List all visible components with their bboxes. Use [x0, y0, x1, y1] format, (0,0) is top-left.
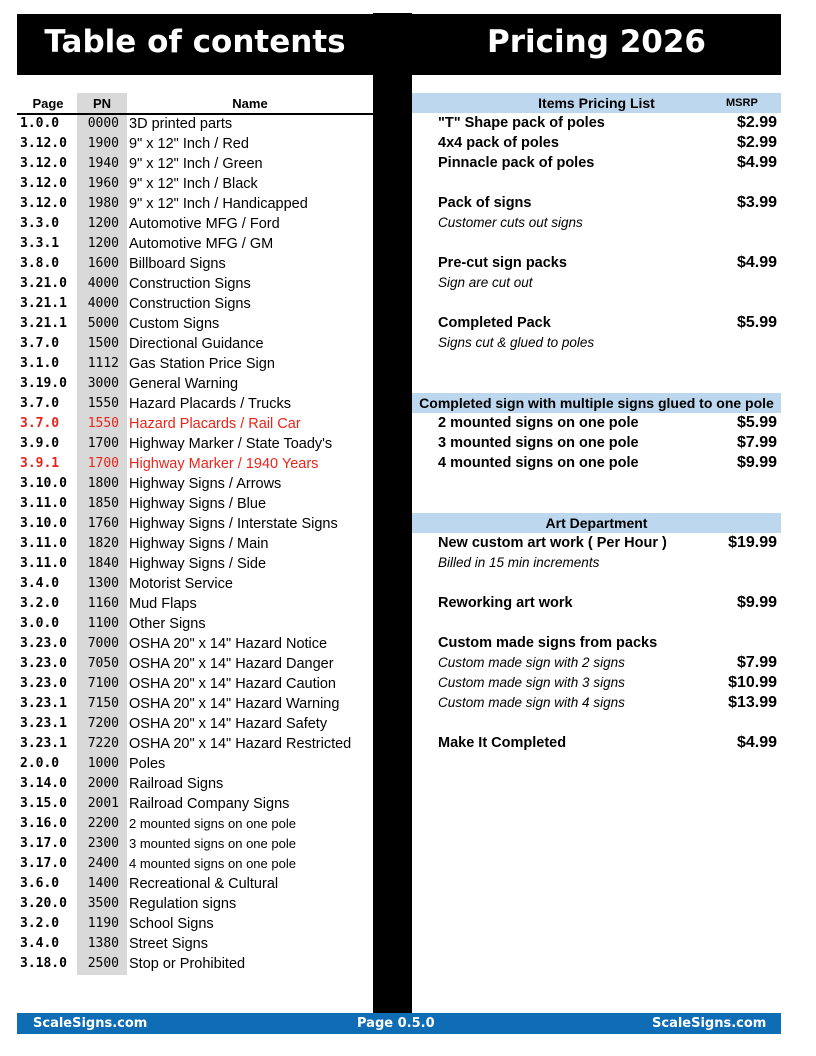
toc-page-number: 3.9.0 — [20, 436, 60, 451]
toc-item-name: Highway Marker / State Toady's — [129, 436, 333, 452]
toc-row[interactable] — [17, 374, 373, 394]
toc-row[interactable] — [17, 254, 373, 274]
toc-page-number: 3.23.1 — [20, 736, 67, 751]
toc-part-number: 7050 — [87, 656, 119, 671]
toc-page-number: 3.10.0 — [20, 516, 67, 531]
center-divider — [373, 13, 412, 1013]
price-row — [412, 153, 781, 173]
price-row — [412, 253, 781, 273]
toc-page-number: 3.7.0 — [20, 416, 60, 431]
toc-page-number: 3.15.0 — [20, 796, 67, 811]
price-value: $7.99 — [736, 434, 777, 451]
toc-row[interactable] — [17, 194, 373, 214]
toc-part-number: 1700 — [87, 456, 119, 471]
price-item-name: Pinnacle pack of poles — [438, 155, 595, 171]
toc-row[interactable] — [17, 754, 373, 774]
toc-item-name: Billboard Signs — [129, 256, 226, 272]
toc-item-name: OSHA 20" x 14" Hazard Notice — [129, 636, 328, 652]
price-item-note: Sign are cut out — [438, 275, 533, 290]
toc-item-name: Automotive MFG / GM — [129, 236, 274, 252]
toc-row[interactable] — [17, 894, 373, 914]
toc-row[interactable] — [17, 614, 373, 634]
toc-part-number: 1380 — [87, 936, 119, 951]
price-item-name: Completed Pack — [438, 315, 551, 331]
price-value: $2.99 — [736, 114, 777, 131]
price-value: $9.99 — [736, 594, 777, 611]
toc-row[interactable] — [17, 494, 373, 514]
msrp-label: MSRP — [726, 97, 758, 109]
toc-item-name: Other Signs — [129, 616, 206, 632]
toc-row[interactable] — [17, 874, 373, 894]
toc-item-name: Custom Signs — [129, 316, 220, 332]
toc-item-name: Highway Signs / Interstate Signs — [129, 516, 338, 532]
toc-page-number: 3.20.0 — [20, 896, 67, 911]
toc-item-name: Hazard Placards / Trucks — [129, 396, 291, 412]
toc-item-name: Railroad Signs — [129, 776, 224, 792]
toc-header-name: Name — [232, 96, 268, 111]
price-row — [412, 333, 781, 353]
toc-row[interactable] — [17, 114, 373, 134]
price-value: $5.99 — [736, 314, 777, 331]
price-row — [412, 133, 781, 153]
toc-part-number: 1000 — [87, 756, 119, 771]
toc-part-number: 3000 — [87, 376, 119, 391]
toc-part-number: 1940 — [87, 156, 119, 171]
toc-row[interactable] — [17, 854, 373, 874]
toc-item-name: Motorist Service — [129, 576, 233, 592]
toc-row[interactable] — [17, 134, 373, 154]
toc-part-number: 1600 — [87, 256, 119, 271]
price-row — [412, 653, 781, 673]
toc-item-name: 9" x 12" Inch / Handicapped — [129, 196, 308, 212]
toc-part-number: 2300 — [87, 836, 119, 851]
price-value: $10.99 — [728, 674, 777, 691]
toc-page-number: 3.4.0 — [20, 576, 60, 591]
price-item-name: Pre-cut sign packs — [438, 255, 567, 271]
toc-row[interactable] — [17, 594, 373, 614]
toc-part-number: 4000 — [87, 296, 119, 311]
toc-page-number: 3.21.1 — [20, 296, 67, 311]
toc-page-number: 3.21.0 — [20, 276, 67, 291]
price-item-name: Custom made signs from packs — [438, 635, 658, 651]
toc-item-name: Gas Station Price Sign — [129, 356, 275, 372]
toc-page-number: 3.1.0 — [20, 356, 60, 371]
toc-part-number: 1160 — [87, 596, 119, 611]
price-item-note: Custom made sign with 3 signs — [438, 675, 625, 690]
toc-page-number: 1.0.0 — [20, 116, 60, 131]
price-item-name: 4x4 pack of poles — [438, 135, 559, 151]
toc-row[interactable] — [17, 934, 373, 954]
toc-part-number: 7000 — [87, 636, 119, 651]
toc-part-number: 1500 — [87, 336, 119, 351]
price-value: $4.99 — [736, 734, 777, 751]
toc-item-name: OSHA 20" x 14" Hazard Danger — [129, 656, 334, 672]
toc-row[interactable] — [17, 434, 373, 454]
price-item-note: Custom made sign with 4 signs — [438, 695, 625, 710]
price-row — [412, 433, 781, 453]
toc-item-name: 3 mounted signs on one pole — [129, 836, 296, 851]
toc-part-number: 1100 — [87, 616, 119, 631]
pricing-title: Pricing 2026 — [487, 24, 706, 60]
price-item-name: 4 mounted signs on one pole — [438, 455, 639, 471]
price-value: $19.99 — [728, 534, 777, 551]
toc-row[interactable] — [17, 654, 373, 674]
price-row — [412, 413, 781, 433]
toc-part-number: 1112 — [87, 356, 119, 371]
price-item-note: Customer cuts out signs — [438, 215, 583, 230]
toc-header-page: Page — [32, 96, 64, 111]
toc-part-number: 1840 — [87, 556, 119, 571]
toc-part-number: 1960 — [87, 176, 119, 191]
price-row — [412, 693, 781, 713]
toc-page-number: 3.21.1 — [20, 316, 67, 331]
toc-item-name: Highway Signs / Blue — [129, 496, 267, 512]
toc-page-number: 3.11.0 — [20, 556, 67, 571]
price-row — [412, 553, 781, 573]
toc-page-number: 3.3.1 — [20, 236, 60, 251]
price-row — [412, 113, 781, 133]
toc-part-number: 1550 — [87, 396, 119, 411]
toc-item-name: Railroad Company Signs — [129, 796, 290, 812]
price-row — [412, 193, 781, 213]
toc-item-name: School Signs — [129, 916, 214, 932]
toc-part-number: 1550 — [87, 416, 119, 431]
toc-page-number: 3.19.0 — [20, 376, 67, 391]
toc-part-number: 7150 — [87, 696, 119, 711]
toc-row[interactable] — [17, 674, 373, 694]
price-value: $9.99 — [736, 454, 777, 471]
toc-page-number: 3.23.1 — [20, 696, 67, 711]
toc-row[interactable] — [17, 914, 373, 934]
toc-item-name: Hazard Placards / Rail Car — [129, 416, 301, 432]
section-title: Art Department — [545, 515, 648, 531]
price-row — [412, 213, 781, 233]
toc-item-name: 9" x 12" Inch / Red — [129, 136, 249, 152]
price-item-name: 3 mounted signs on one pole — [438, 435, 639, 451]
toc-page-number: 3.23.1 — [20, 716, 67, 731]
toc-page-number: 3.7.0 — [20, 396, 60, 411]
price-item-name: 2 mounted signs on one pole — [438, 415, 639, 431]
toc-item-name: Stop or Prohibited — [129, 956, 246, 972]
toc-row[interactable] — [17, 154, 373, 174]
price-item-note: Signs cut & glued to poles — [438, 335, 595, 350]
toc-part-number: 1190 — [87, 916, 119, 931]
toc-page-number: 3.0.0 — [20, 616, 60, 631]
toc-item-name: Regulation signs — [129, 896, 237, 912]
toc-row[interactable] — [17, 554, 373, 574]
toc-item-name: 4 mounted signs on one pole — [129, 856, 296, 871]
toc-row[interactable] — [17, 534, 373, 554]
toc-item-name: Highway Signs / Arrows — [129, 476, 282, 492]
price-value: $5.99 — [736, 414, 777, 431]
toc-page-number: 3.18.0 — [20, 956, 67, 971]
toc-row[interactable] — [17, 234, 373, 254]
section-art-department — [412, 513, 781, 533]
toc-part-number: 3500 — [87, 896, 119, 911]
toc-page-number: 3.12.0 — [20, 156, 67, 171]
toc-item-name: OSHA 20" x 14" Hazard Restricted — [129, 736, 352, 752]
toc-page-number: 3.4.0 — [20, 936, 60, 951]
toc-row[interactable] — [17, 414, 373, 434]
toc-part-number: 5000 — [87, 316, 119, 331]
toc-row[interactable] — [17, 514, 373, 534]
toc-item-name: 9" x 12" Inch / Black — [129, 176, 258, 192]
toc-row[interactable] — [17, 174, 373, 194]
toc-row[interactable] — [17, 314, 373, 334]
section-title: Items Pricing List — [538, 95, 655, 111]
toc-item-name: 9" x 12" Inch / Green — [129, 156, 263, 172]
toc-page-number: 3.3.0 — [20, 216, 60, 231]
toc-item-name: OSHA 20" x 14" Hazard Warning — [129, 696, 340, 712]
toc-part-number: 1820 — [87, 536, 119, 551]
section-items-pricing — [412, 93, 781, 113]
footer-page-number: Page 0.5.0 — [357, 1016, 435, 1031]
price-row — [412, 673, 781, 693]
toc-page-number: 3.12.0 — [20, 136, 67, 151]
toc-row[interactable] — [17, 474, 373, 494]
toc-part-number: 1200 — [87, 236, 119, 251]
toc-part-number: 2400 — [87, 856, 119, 871]
price-value: $4.99 — [736, 254, 777, 271]
toc-item-name: Highway Marker / 1940 Years — [129, 456, 319, 472]
toc-row[interactable] — [17, 574, 373, 594]
price-row — [412, 533, 781, 553]
price-item-name: New custom art work ( Per Hour ) — [438, 535, 667, 551]
toc-item-name: 2 mounted signs on one pole — [129, 816, 296, 831]
toc-row[interactable] — [17, 774, 373, 794]
toc-row[interactable] — [17, 794, 373, 814]
toc-row[interactable] — [17, 694, 373, 714]
toc-page-number: 3.23.0 — [20, 676, 67, 691]
price-row — [412, 733, 781, 753]
toc-title: Table of contents — [44, 24, 346, 60]
toc-item-name: 3D printed parts — [129, 116, 233, 132]
toc-page-number: 3.12.0 — [20, 176, 67, 191]
price-row — [412, 633, 781, 653]
toc-page-number: 3.23.0 — [20, 636, 67, 651]
toc-item-name: Construction Signs — [129, 296, 251, 312]
price-row — [412, 313, 781, 333]
toc-page-number: 3.7.0 — [20, 336, 60, 351]
price-item-name: "T" Shape pack of poles — [438, 115, 605, 131]
toc-page-number: 3.14.0 — [20, 776, 67, 791]
toc-item-name: General Warning — [129, 376, 239, 392]
toc-item-name: Highway Signs / Main — [129, 536, 269, 552]
price-item-name: Pack of signs — [438, 195, 532, 211]
toc-page-number: 3.11.0 — [20, 496, 67, 511]
price-item-note: Custom made sign with 2 signs — [438, 655, 625, 670]
toc-row[interactable] — [17, 814, 373, 834]
toc-row[interactable] — [17, 294, 373, 314]
toc-part-number: 4000 — [87, 276, 119, 291]
price-value: $7.99 — [736, 654, 777, 671]
toc-page-number: 3.8.0 — [20, 256, 60, 271]
toc-item-name: Mud Flaps — [129, 596, 197, 612]
section-completed-multiple — [412, 393, 781, 413]
toc-part-number: 1700 — [87, 436, 119, 451]
toc-part-number: 7200 — [87, 716, 119, 731]
toc-row[interactable] — [17, 834, 373, 854]
toc-part-number: 2000 — [87, 776, 119, 791]
toc-page-number: 2.0.0 — [20, 756, 60, 771]
toc-page-number: 3.23.0 — [20, 656, 67, 671]
toc-page-number: 3.12.0 — [20, 196, 67, 211]
footer-website-left[interactable]: ScaleSigns.com — [33, 1016, 148, 1031]
toc-page-number: 3.9.1 — [20, 456, 60, 471]
toc-page-number: 3.6.0 — [20, 876, 60, 891]
price-item-name: Reworking art work — [438, 595, 573, 611]
toc-page-number: 3.17.0 — [20, 836, 67, 851]
price-row — [412, 453, 781, 473]
toc-row[interactable] — [17, 634, 373, 654]
toc-item-name: Street Signs — [129, 936, 208, 952]
price-row — [412, 593, 781, 613]
toc-page-number: 3.17.0 — [20, 856, 67, 871]
toc-part-number: 2200 — [87, 816, 119, 831]
toc-page-number: 3.11.0 — [20, 536, 67, 551]
toc-header-pn: PN — [92, 96, 112, 111]
section-title: Completed sign with multiple signs glued to one pole — [419, 395, 774, 411]
toc-part-number: 0000 — [87, 116, 119, 131]
toc-part-number: 2500 — [87, 956, 119, 971]
toc-item-name: Directional Guidance — [129, 336, 264, 352]
toc-row[interactable] — [17, 354, 373, 374]
price-item-note: Billed in 15 min increments — [438, 555, 600, 570]
toc-item-name: OSHA 20" x 14" Hazard Caution — [129, 676, 336, 692]
toc-part-number: 7100 — [87, 676, 119, 691]
price-item-name: Make It Completed — [438, 735, 567, 751]
toc-item-name: Poles — [129, 756, 166, 772]
price-value: $13.99 — [728, 694, 777, 711]
toc-item-name: Automotive MFG / Ford — [129, 216, 280, 232]
toc-row[interactable] — [17, 454, 373, 474]
price-value: $2.99 — [736, 134, 777, 151]
toc-page-number: 3.2.0 — [20, 596, 60, 611]
toc-page-number: 3.10.0 — [20, 476, 67, 491]
toc-row[interactable] — [17, 714, 373, 734]
toc-page-number: 3.2.0 — [20, 916, 60, 931]
toc-part-number: 1760 — [87, 516, 119, 531]
toc-part-number: 2001 — [87, 796, 119, 811]
toc-row[interactable] — [17, 214, 373, 234]
toc-row[interactable] — [17, 274, 373, 294]
toc-part-number: 1850 — [87, 496, 119, 511]
toc-part-number: 1800 — [87, 476, 119, 491]
toc-page-number: 3.16.0 — [20, 816, 67, 831]
toc-item-name: OSHA 20" x 14" Hazard Safety — [129, 716, 328, 732]
price-row — [412, 273, 781, 293]
toc-item-name: Construction Signs — [129, 276, 251, 292]
price-value: $3.99 — [736, 194, 777, 211]
toc-row[interactable] — [17, 954, 373, 974]
toc-item-name: Highway Signs / Side — [129, 556, 267, 572]
toc-part-number: 1300 — [87, 576, 119, 591]
toc-part-number: 7220 — [87, 736, 119, 751]
toc-part-number: 1200 — [87, 216, 119, 231]
toc-part-number: 1900 — [87, 136, 119, 151]
footer-website-right[interactable]: ScaleSigns.com — [652, 1016, 767, 1031]
toc-item-name: Recreational & Cultural — [129, 876, 279, 892]
toc-part-number: 1980 — [87, 196, 119, 211]
toc-part-number: 1400 — [87, 876, 119, 891]
toc-row[interactable] — [17, 394, 373, 414]
toc-row[interactable] — [17, 734, 373, 754]
price-value: $4.99 — [736, 154, 777, 171]
toc-row[interactable] — [17, 334, 373, 354]
